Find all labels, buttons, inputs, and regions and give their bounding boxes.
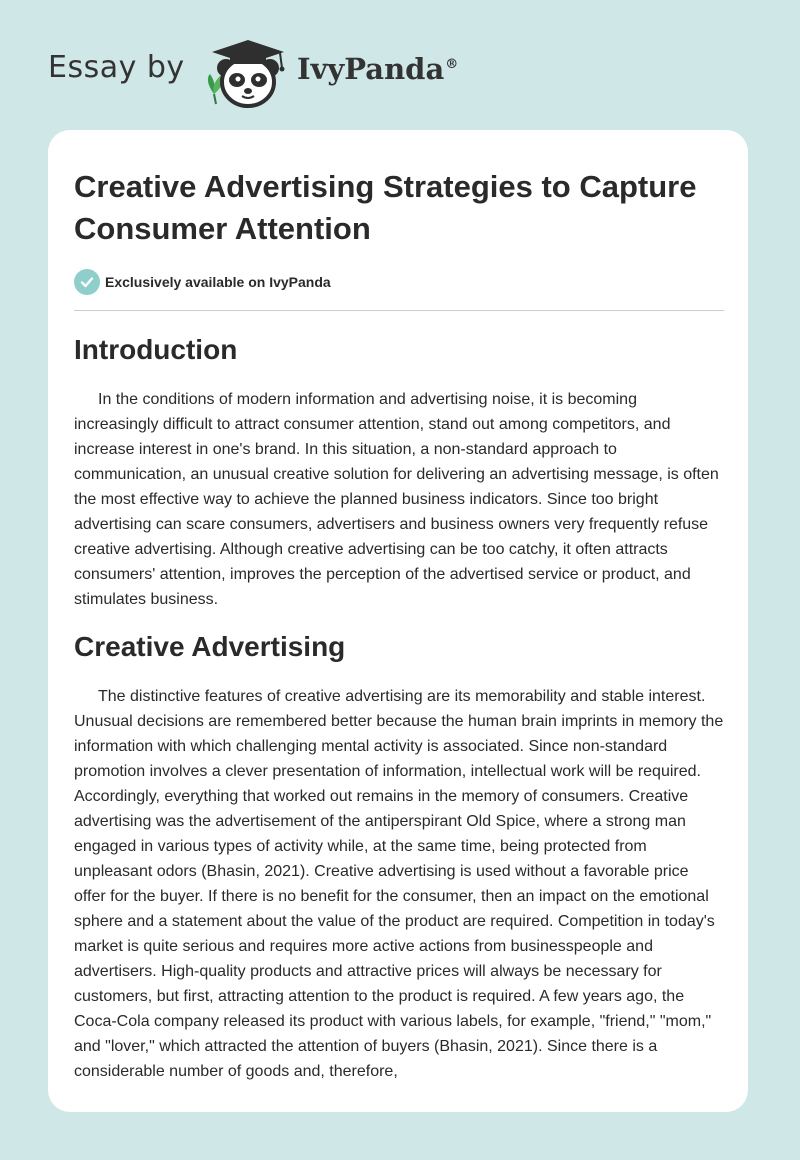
site-header (0, 0, 800, 130)
exclusive-badge-text: Exclusively available on IvyPanda (105, 274, 331, 290)
exclusive-badge (74, 268, 724, 296)
brand-name[interactable] (297, 52, 458, 86)
introduction-paragraph: In the conditions of modern information and advertising noise, it is becoming increasingly difficult to attract consumer attention, stand out among competitors, and increase interest in one's brand. In this situation, a non-standard approach to communication, an unusual creative solution for delivering an advertising message, is often the most effective way to achieve the planned business indicators. Since too bright advertising can scare consumers, advertisers and business owners very frequently refuse creative advertising. Although creative advertising can be too catchy, it often attracts consumers' attention, improves the perception of the advertised service or product, and stimulates business. (74, 391, 719, 608)
title-divider (74, 310, 724, 311)
brand-name-text: IvyPanda (297, 52, 445, 86)
essay-by-label: Essay by (48, 50, 185, 85)
ivypanda-logo-icon[interactable] (200, 34, 296, 110)
essay-content (74, 166, 724, 1084)
registered-mark: ® (445, 57, 459, 73)
creative-advertising-paragraph: The distinctive features of creative advertising are its memorability and stable interest. Unusual decisions are remembered better because the human brain imprints in memory the information with which challenging mental activity is associated. Since non-standard promotion involves a clever presentation of information, intellectual work will be required. Accordingly, everything that worked out remains in the memory of consumers. Creative advertising was the advertisement of the antiperspirant Old Spice, where a strong man engaged in various types of activity while, at the same time, being protected from unpleasant odors (Bhasin, 2021). Creative advertising is used without a favorable price offer for the buyer. If there is no benefit for the consumer, then an impact on the emotional sphere and a statement about the value of the product are required. Competition in today's market is quite serious and requires more active actions from businesspeople and advertisers. High-quality products and attractive prices will always be necessary for customers, but first, attracting attention to the product is required. A few years ago, the Coca-Cola company released its product with various labels, for example, "friend," "mom," and "lover," which attracted the attention of buyers (Bhasin, 2021). Since there is a considerable number of goods and, therefore, (74, 688, 724, 1080)
checkmark-icon (74, 269, 100, 295)
essay-title: Creative Advertising Strategies to Capture Consumer Attention (74, 169, 697, 246)
section-heading-introduction: Introduction (74, 334, 238, 365)
essay-card (48, 130, 748, 1112)
section-heading-creative-advertising: Creative Advertising (74, 631, 346, 662)
